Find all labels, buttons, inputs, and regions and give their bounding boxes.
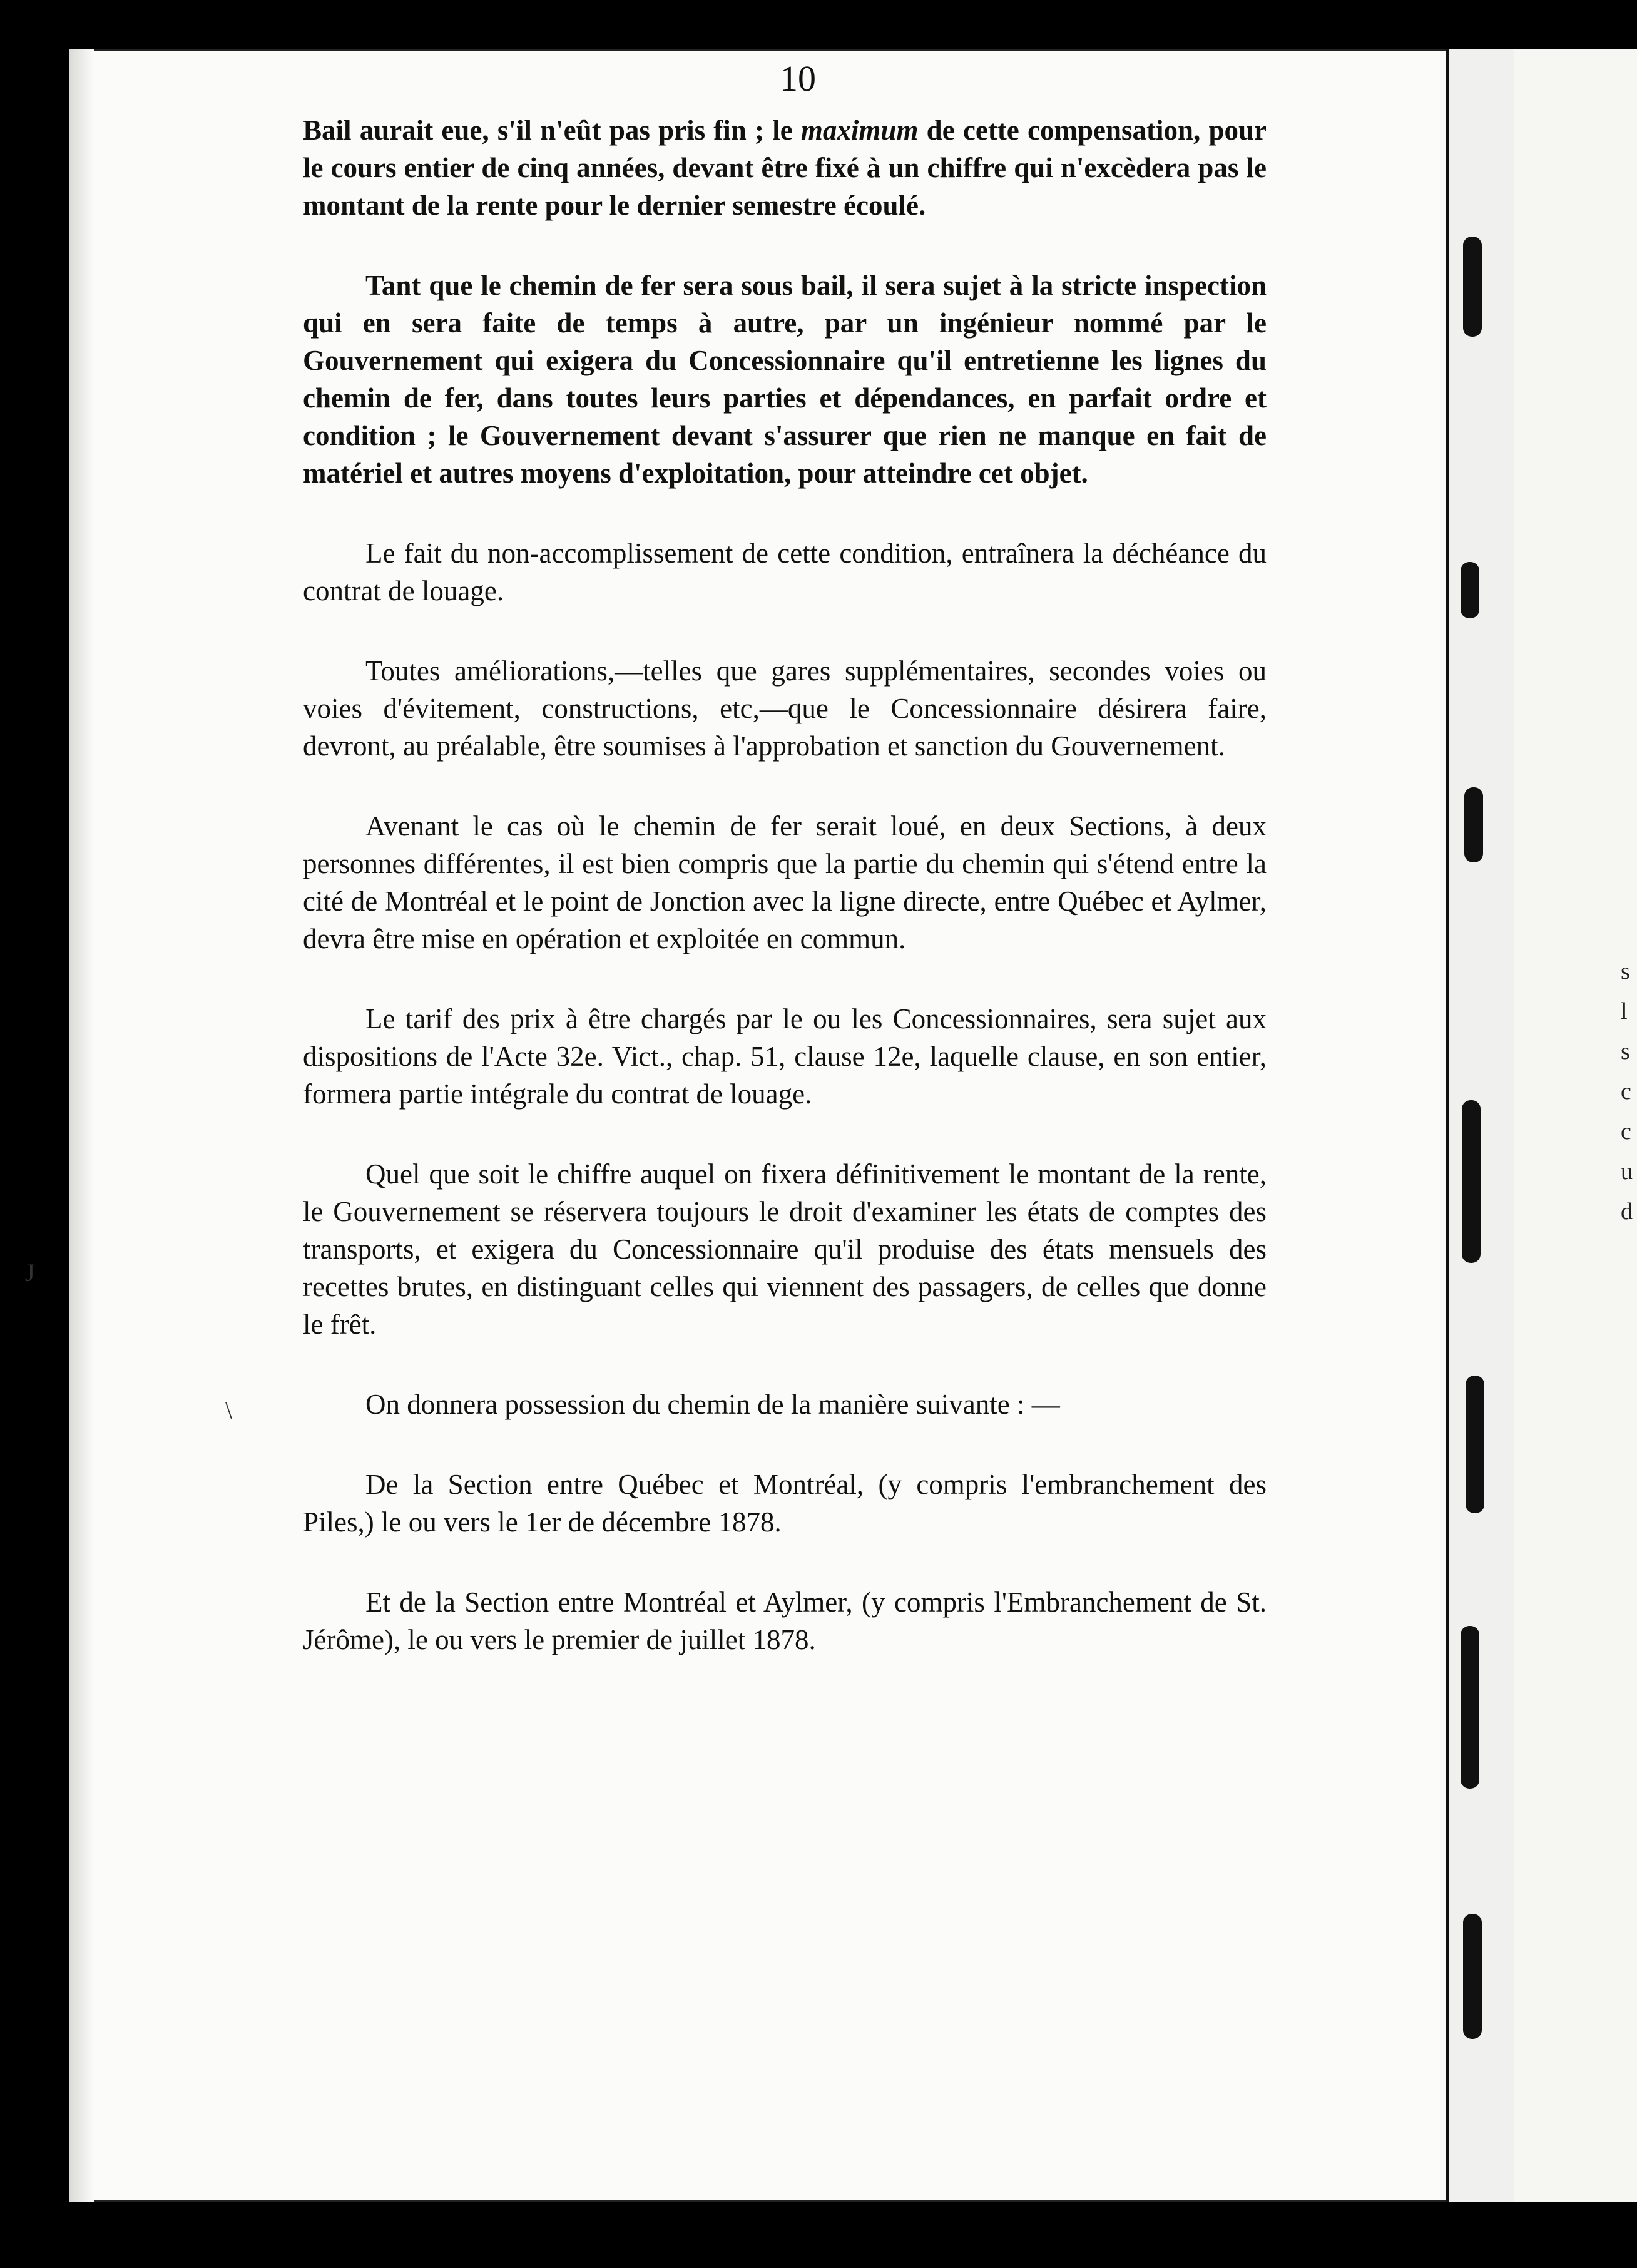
paragraph-possession-intro: On donnera possession du chemin de la manière suivante : — (365, 1389, 1060, 1420)
paragraph-tariff: Le tarif des prix à être chargés par le ou les Concessionnaires, sera sujet aux dispositions de l'Acte 32e. Vict., chap. 51, clause 12e, laquelle clause, en son entier, formera partie intégrale du contrat de louage. (303, 1003, 1267, 1110)
paragraph-rent-accounts: Quel que soit le chiffre auquel on fixera définitivement le montant de la rente, le Gouvernement se réservera toujours le droit d'examiner les états de comptes des transports, et exigera du Concessionnaire qu'il produise des états mensuels des recettes brutes, en distinguant celles qui viennent des passagers, de celles que donne le frêt. (303, 1158, 1267, 1340)
binding-stitch (1463, 1914, 1482, 2039)
page-left-edge (69, 49, 94, 2202)
paragraph-improvements: Toutes améliorations,—telles que gares supplémentaires, secondes voies ou voies d'évitement, constructions, etc,—que le Concessionnaire désirera faire, devront, au préalable, être soumises à l'approbation et sanction du Gouvernement. (303, 655, 1267, 762)
stray-margin-mark: \ (225, 1396, 233, 1424)
binding-gutter (1446, 49, 1518, 2202)
page-number: 10 (780, 58, 816, 99)
binding-stitch (1461, 562, 1479, 618)
binding-stitch (1463, 237, 1482, 337)
paragraph-text: Bail aurait eue, s'il n'eût pas pris fin ; le (303, 115, 801, 146)
paragraph-montreal-aylmer-section: Et de la Section entre Montréal et Aylmer, (y compris l'Embranchement de St. Jérôme), le ou vers le premier de juillet 1878. (303, 1586, 1267, 1655)
adjacent-page-letters: s l s c c u d (1621, 958, 1633, 1225)
paragraph-inspection: Tant que le chemin de fer sera sous bail, il sera sujet à la stricte inspection qui en sera faite de temps à autre, par un ingénieur nommé par le Gouvernement qui exigera du Concessionnaire qu'il entretienne les lignes du chemin de fer, dans toutes leurs parties et dépendances, en parfait ordre et condition ; le Gouvernement devant s'assurer que rien ne manque en fait de matériel et autres moyens d'exploitation, pour atteindre cet objet. (303, 270, 1267, 489)
binding-stitch (1464, 787, 1483, 862)
paragraph-two-sections: Avenant le cas où le chemin de fer serait loué, en deux Sections, à deux personnes différentes, il est bien compris que la partie du chemin qui s'étend entre la cité de Montréal et le point de Jonction avec la ligne directe, entre Québec et Aylmer, devra être mise en opération et exploitée en commun. (303, 810, 1267, 954)
stray-margin-mark: J (25, 1259, 35, 1287)
scan-bottom-border (0, 2202, 1637, 2268)
paragraph-forfeiture: Le fait du non-accomplissement de cette condition, entraînera la déchéance du contrat de louage. (303, 538, 1267, 606)
binding-stitch (1461, 1626, 1479, 1789)
paragraph-text: de cette compensation, pour le cours entier de cinq années, devant être fixé à un chiffre qui n'excèdera pas le montant de la rente pour le dernier semestre écoulé. (303, 115, 1267, 221)
binding-stitch (1462, 1100, 1481, 1263)
page-body (303, 111, 1267, 1701)
binding-stitch (1466, 1376, 1484, 1513)
paragraph-lease-compensation (303, 111, 1267, 224)
paragraph-quebec-montreal-section: De la Section entre Québec et Montréal, (y compris l'embranchement des Piles,) le ou vers le 1er de décembre 1878. (303, 1469, 1267, 1538)
adjacent-page-sliver (1514, 49, 1637, 2202)
emphasized-word: maximum (800, 115, 919, 146)
